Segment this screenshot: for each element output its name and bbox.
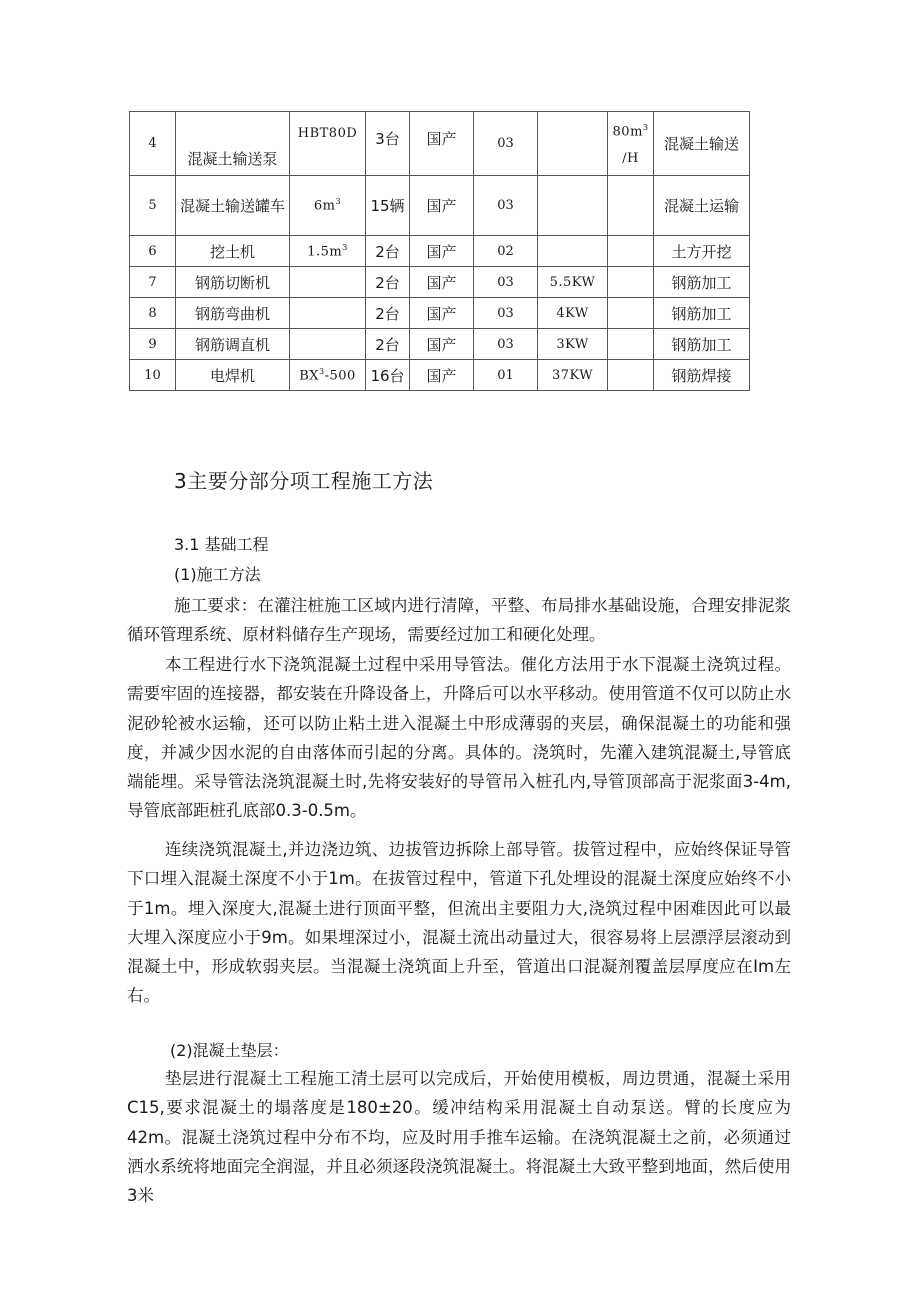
equipment-power [538, 236, 608, 267]
capacity-unit: /H [622, 150, 639, 166]
row-number: 8 [130, 298, 176, 329]
equipment-power: 5.5KW [538, 267, 608, 298]
equipment-qty: 15辆 [366, 176, 410, 236]
row-number: 7 [130, 267, 176, 298]
equipment-year: 03 [474, 267, 538, 298]
equipment-qty: 2台 [366, 236, 410, 267]
equipment-model [290, 360, 366, 391]
equipment-origin: 国产 [410, 329, 474, 360]
equipment-capacity [608, 176, 654, 236]
equipment-power [538, 112, 608, 176]
equipment-name: 电焊机 [176, 360, 290, 391]
equipment-table [129, 111, 750, 391]
item-heading: (2)混凝土垫层： [170, 1041, 289, 1060]
equipment-use: 混凝土输送 [654, 112, 750, 176]
equipment-qty: 2台 [366, 329, 410, 360]
table-row [130, 329, 750, 360]
table-row [130, 360, 750, 391]
row-number: 6 [130, 236, 176, 267]
equipment-qty: 16台 [366, 360, 410, 391]
equipment-use: 土方开挖 [654, 236, 750, 267]
equipment-power: 3KW [538, 329, 608, 360]
equipment-model [290, 267, 366, 298]
item-heading: (1)施工方法 [174, 565, 261, 584]
model-superscript: 3 [319, 366, 325, 376]
equipment-name: 钢筋弯曲机 [176, 298, 290, 329]
model-value: BX [299, 368, 320, 384]
table-row [130, 298, 750, 329]
equipment-capacity [608, 236, 654, 267]
model-superscript: 3 [342, 242, 348, 252]
equipment-name: 混凝土输送泵 [176, 112, 290, 176]
equipment-name: 钢筋调直机 [176, 329, 290, 360]
equipment-origin: 国产 [410, 236, 474, 267]
row-number: 5 [130, 176, 176, 236]
equipment-use: 钢筋焊接 [654, 360, 750, 391]
equipment-power: 37KW [538, 360, 608, 391]
equipment-year: 03 [474, 329, 538, 360]
equipment-origin: 国产 [410, 176, 474, 236]
table-row [130, 267, 750, 298]
paragraph: 连续浇筑混凝土,并边浇边筑、边拔管边拆除上部导管。拔管过程中，应始终保证导管下口埋入混凝土深度不小于1m。在拔管过程中，管道下孔处埋设的混凝土深度应始终不小于1m。埋入深度大,混凝土进行顶面平整，但流出主要阻力大,浇筑过程中困难因此可以最大埋入深度应小于9m。如果埋深过小，混凝土流出动量过大，很容易将上层漂浮层滚动到混凝土中，形成软弱夹层。当混凝土浇筑面上升至，管道出口混凝剂覆盖层厚度应在Im左右。 [127, 840, 791, 1006]
equipment-year: 03 [474, 298, 538, 329]
equipment-power: 4KW [538, 298, 608, 329]
subsection-title: 3.1 基础工程 [174, 535, 269, 554]
model-value: 1.5m [307, 244, 343, 260]
capacity-superscript: 3 [642, 123, 649, 133]
equipment-model [290, 176, 366, 236]
model-value: 6m [313, 198, 336, 214]
equipment-model: HBT80D [290, 112, 366, 176]
paragraph: 施工要求：在灌注桩施工区域内进行清障，平整、布局排水基础设施，合理安排泥浆循环管理系统、原材料储存生产现场，需要经过加工和硬化处理。 [127, 596, 791, 645]
equipment-origin: 国产 [410, 267, 474, 298]
model-superscript: 3 [335, 197, 342, 207]
table-row [130, 176, 750, 236]
equipment-qty: 2台 [366, 298, 410, 329]
equipment-origin: 国产 [410, 112, 474, 176]
row-number: 9 [130, 329, 176, 360]
model-tail: -500 [324, 368, 356, 384]
equipment-name: 挖土机 [176, 236, 290, 267]
equipment-capacity [608, 112, 654, 176]
equipment-model [290, 298, 366, 329]
row-number: 10 [130, 360, 176, 391]
equipment-capacity [608, 329, 654, 360]
equipment-year: 03 [474, 176, 538, 236]
table-row [130, 236, 750, 267]
equipment-origin: 国产 [410, 298, 474, 329]
equipment-name: 混凝土输送罐车 [176, 176, 290, 236]
equipment-model [290, 329, 366, 360]
row-number: 4 [130, 112, 176, 176]
equipment-year: 01 [474, 360, 538, 391]
paragraph: 本工程进行水下浇筑混凝土过程中采用导管法。催化方法用于水下混凝土浇筑过程。需要牢固的连接器，都安装在升降设备上，升降后可以水平移动。使用管道不仅可以防止水泥砂轮被水运输，还可以防止粘土进入混凝土中形成薄弱的夹层，确保混凝土的功能和强度，并减少因水泥的自由落体而引起的分离。具体的。浇筑时，先灌入建筑混凝土,导管底端能埋。采导管法浇筑混凝土时,先将安装好的导管吊入桩孔内,导管顶部高于泥浆面3-4m,导管底部距桩孔底部0.3-0.5m。 [127, 655, 791, 821]
equipment-use: 钢筋加工 [654, 298, 750, 329]
equipment-capacity [608, 267, 654, 298]
equipment-capacity [608, 298, 654, 329]
equipment-origin: 国产 [410, 360, 474, 391]
equipment-qty: 2台 [366, 267, 410, 298]
equipment-qty: 3台 [366, 112, 410, 176]
paragraph: 垫层进行混凝土工程施工清土层可以完成后，开始使用模板，周边贯通，混凝土采用C15,要求混凝土的塌落度是180±20。缓冲结构采用混凝土自动泵送。臂的长度应为42m。混凝土浇筑过程中分布不均，应及时用手推车运输。在浇筑混凝土之前，必须通过洒水系统将地面完全润湿，并且必须逐段浇筑混凝土。将混凝土大致平整到地面，然后使用3米 [127, 1069, 791, 1206]
equipment-name: 钢筋切断机 [176, 267, 290, 298]
equipment-use: 钢筋加工 [654, 267, 750, 298]
equipment-use: 钢筋加工 [654, 329, 750, 360]
equipment-power [538, 176, 608, 236]
equipment-model [290, 236, 366, 267]
section-title: 3主要分部分项工程施工方法 [174, 469, 434, 493]
capacity-value: 80m [612, 124, 643, 140]
equipment-capacity [608, 360, 654, 391]
equipment-year: 02 [474, 236, 538, 267]
table-row [130, 112, 750, 176]
equipment-year: 03 [474, 112, 538, 176]
equipment-use: 混凝土运输 [654, 176, 750, 236]
